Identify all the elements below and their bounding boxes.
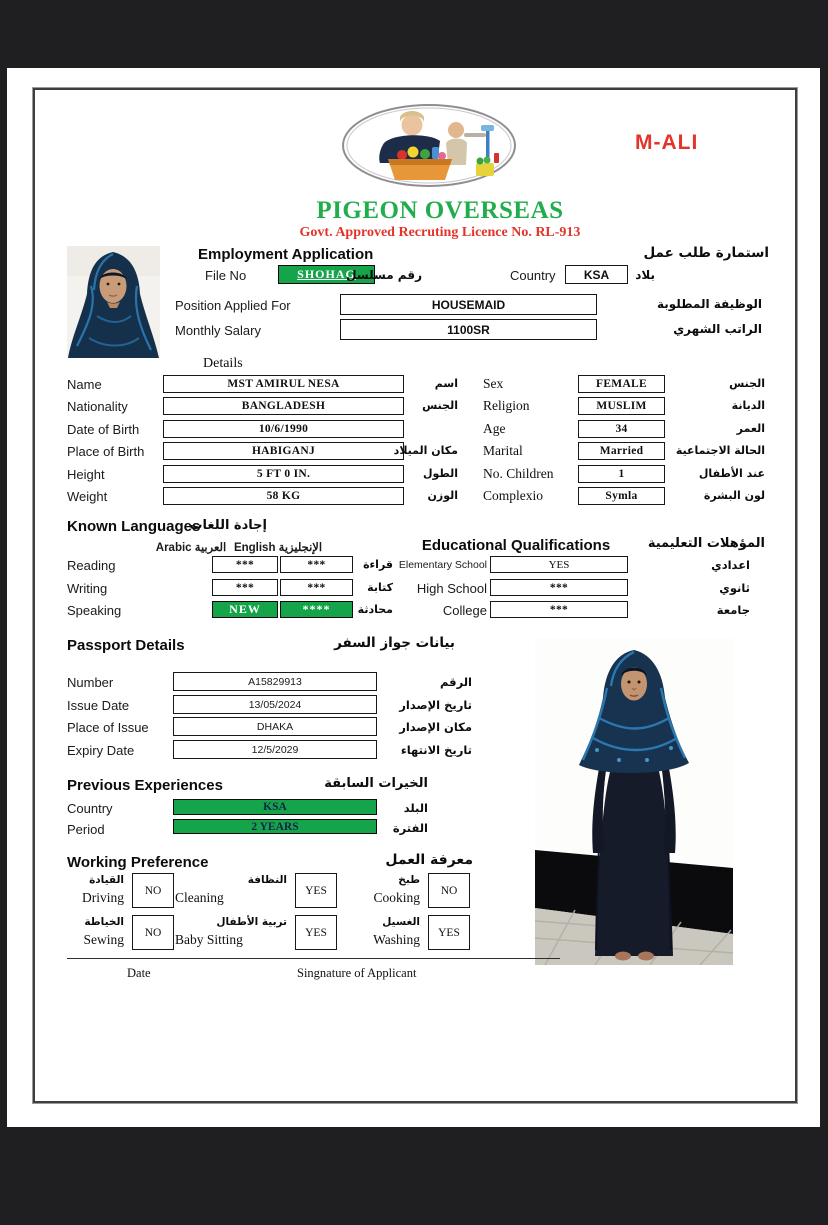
detail-label-arabic: اسم [434,377,458,390]
working-item-value: NO [144,926,162,939]
language-value: **** [302,602,331,616]
passport-heading-arabic: بيانات جواز السفر [334,635,455,651]
languages-col-arabic: Arabic العربية [155,542,227,554]
detail-value: 5 FT 0 IN. [256,468,311,480]
position-value: HOUSEMAID [431,297,506,312]
detail-value: 10/6/1990 [258,423,309,435]
agency-logo-icon [340,103,518,188]
detail-value: MST AMIRUL NESA [227,378,340,390]
languages-heading-arabic: إجادة اللغات [189,518,267,533]
language-skill-arabic: كتابة [367,581,393,594]
country-label: Country [510,268,556,283]
education-level-arabic: جامعة [716,603,750,617]
file-no-label: File No [205,268,247,283]
working-heading: Working Preference [67,854,209,871]
working-item-arabic: تربية الأطفال [216,916,287,928]
detail-label: Name [67,377,102,392]
detail-label-arabic: الجنس [422,399,458,412]
detail-field [163,420,404,438]
experience-heading: Previous Experiences [67,777,223,794]
working-item-value: NO [144,884,162,897]
experience-label-arabic: البلد [403,801,428,815]
experience-field [173,819,377,834]
position-label-arabic: الوظيفة المطلوبة [657,297,762,311]
detail-value: Symla [605,490,638,502]
experience-field [173,799,377,815]
detail-label: Age [483,421,506,436]
passport-label-arabic: الرقم [440,675,472,689]
details-heading: Details [203,356,243,371]
working-item-value: YES [305,926,327,939]
detail-label-arabic: الطول [422,467,458,480]
education-heading-arabic: المؤهلات التعليمية [647,536,765,551]
languages-col-english: English الإنجليزية [233,542,323,554]
passport-field [173,740,377,759]
detail-value: HABIGANJ [251,445,316,457]
education-level-arabic: اعدادي [711,558,750,572]
detail-label-arabic: العمر [736,422,765,435]
working-item-arabic: الغسيل [382,916,420,928]
applicant-portrait-photo [67,246,160,358]
passport-field [173,672,377,691]
working-item-arabic: طبخ [398,874,420,886]
agent-code-label: M-ALI [635,131,699,154]
education-value: *** [549,603,569,616]
working-item-label: Washing [373,932,420,947]
signature-divider [67,958,560,959]
detail-label-arabic: عند الأطفال [698,467,765,480]
detail-value: 1 [618,468,625,480]
language-skill-label: Speaking [67,603,122,618]
working-item-label: Driving [82,890,124,905]
detail-label: Height [67,467,105,482]
detail-label: Nationality [67,399,128,414]
agency-title: PIGEON OVERSEAS [316,197,564,224]
working-heading-arabic: معرفة العمل [385,852,473,868]
working-item-field [428,873,470,908]
position-field [340,294,597,315]
passport-label: Number [67,675,114,690]
working-item-label: Sewing [83,932,124,947]
passport-label-arabic: مكان الإصدار [399,720,472,734]
working-item-label: Cleaning [175,890,224,905]
education-level-label: Elementary School [398,559,487,571]
language-value: *** [307,581,326,594]
working-item-value: YES [438,926,460,939]
detail-value: 58 KG [266,490,301,502]
education-value: *** [549,581,569,594]
detail-label: Sex [483,376,504,391]
passport-value: 13/05/2024 [248,698,302,711]
working-item-arabic: الخياطة [84,916,124,928]
working-item-label: Cooking [373,890,420,905]
detail-value: BANGLADESH [241,400,326,412]
language-arabic-field [212,601,278,618]
languages-heading: Known Languages [67,518,201,535]
detail-label: No. Children [483,466,554,481]
file-no-label-arabic: رقم مسلسل [346,268,422,282]
experience-heading-arabic: الخيرات السابقة [324,776,428,791]
country-value: KSA [583,267,610,282]
salary-field [340,319,597,340]
passport-label: Expiry Date [67,743,135,758]
detail-label: Complexio [483,488,543,503]
detail-value: MUSLIM [596,400,647,412]
experience-label: Country [67,801,113,816]
detail-label-arabic: الوزن [427,489,458,502]
passport-field [173,695,377,714]
passport-label-arabic: تاريخ الانتهاء [400,743,472,757]
detail-label-arabic: مكان الميلاد [393,444,458,457]
detail-value: 34 [615,423,628,435]
education-value: YES [548,558,570,571]
detail-label-arabic: لون البشرة [703,489,765,502]
education-field [490,601,628,618]
detail-value: FEMALE [596,378,647,390]
document-page [7,68,820,1127]
position-label: Position Applied For [175,298,291,313]
working-item-field [428,915,470,950]
language-value: NEW [229,602,261,616]
experience-label-arabic: الفترة [392,821,428,835]
employment-heading-arabic: استمارة طلب عمل [643,245,769,261]
working-item-arabic: النظافة [247,874,287,886]
experience-label: Period [67,822,105,837]
employment-heading: Employment Application [198,246,374,263]
passport-heading: Passport Details [67,637,185,654]
language-skill-label: Writing [67,581,108,596]
working-item-value: YES [305,884,327,897]
passport-label: Issue Date [67,698,130,713]
language-skill-label: Reading [67,558,116,573]
country-label-arabic: بلاد [635,268,655,282]
detail-label: Place of Birth [67,444,145,459]
education-level-arabic: ثانوي [719,581,750,595]
signature-label: Singnature of Applicant [297,966,417,980]
detail-label: Marital [483,443,523,458]
experience-value: 2 YEARS [251,820,299,833]
language-value: *** [235,581,255,594]
salary-value: 1100SR [447,322,490,337]
detail-value: Married [599,445,644,457]
working-item-arabic: القيادة [89,874,124,886]
education-heading: Educational Qualifications [421,537,611,554]
education-field [490,556,628,573]
working-item-field [132,873,174,908]
language-value: *** [235,558,255,571]
detail-label-arabic: الحالة الاجتماعية [675,444,765,457]
passport-field [173,717,377,736]
working-item-field [132,915,174,950]
experience-value: KSA [263,801,287,813]
detail-label: Religion [483,398,530,413]
detail-label-arabic: الديانة [731,399,765,412]
detail-label: Date of Birth [67,422,140,437]
salary-label: Monthly Salary [175,323,261,338]
applicant-full-body-photo [535,638,733,965]
education-level-label: High School [416,581,487,596]
detail-label: Weight [67,489,108,504]
language-arabic-field [212,579,278,596]
detail-label-arabic: الجنس [729,377,765,390]
passport-label-arabic: تاريخ الإصدار [399,698,472,712]
passport-value: 12/5/2029 [251,743,299,756]
working-item-value: NO [440,884,458,897]
education-field [490,579,628,596]
file-no-value: SHOHAG [297,267,356,281]
education-level-label: College [442,603,487,618]
passport-value: DHAKA [256,720,294,733]
salary-label-arabic: الراتب الشهري [673,322,762,336]
language-skill-arabic: قراءة [363,558,393,571]
working-item-label: Baby Sitting [175,932,243,947]
date-label: Date [127,966,151,980]
language-skill-arabic: محادثة [357,603,393,616]
language-arabic-field [212,556,278,573]
passport-label: Place of Issue [67,720,149,735]
language-value: *** [307,558,326,571]
licence-subtitle: Govt. Approved Recruting Licence No. RL-913 [299,225,581,240]
passport-value: A15829913 [248,675,302,688]
